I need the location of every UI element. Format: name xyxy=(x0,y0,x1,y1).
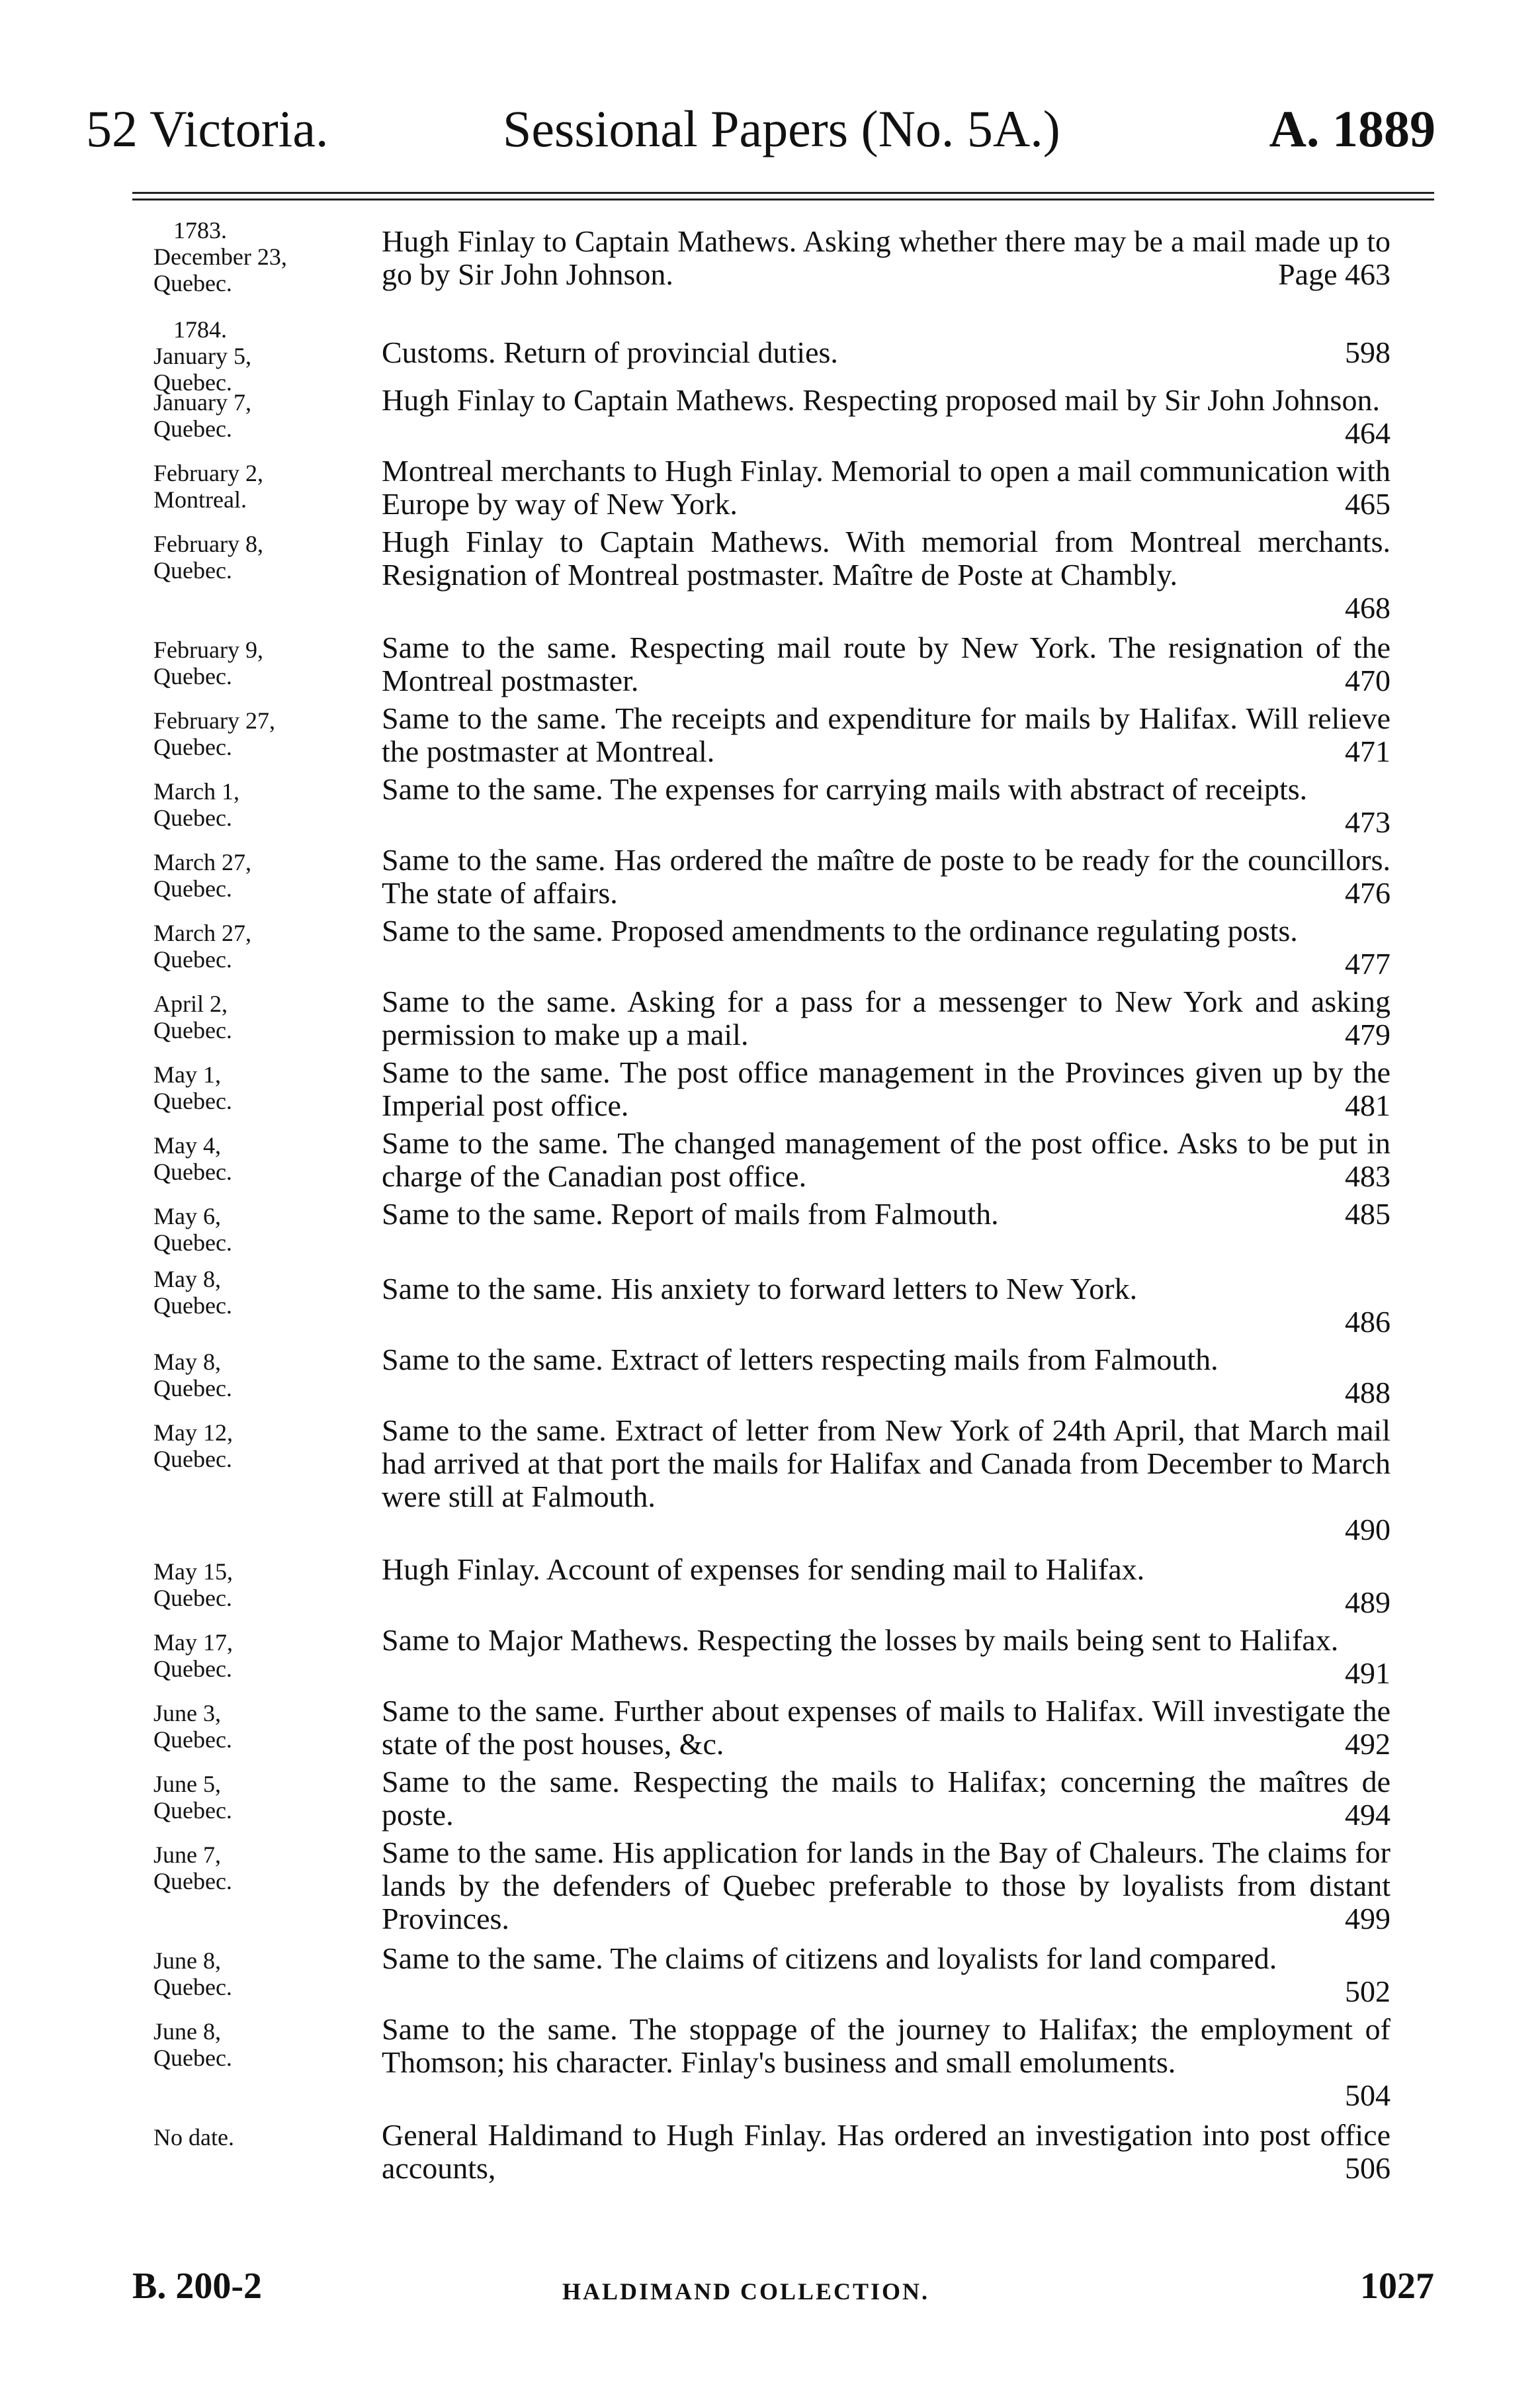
list-item xyxy=(0,773,1540,844)
entry-place: Quebec. xyxy=(153,557,232,584)
entry-text-block xyxy=(382,2119,1390,2185)
entry-place: Quebec. xyxy=(153,369,232,396)
entry-description: Same to the same. The expenses for carrying mails with abstract of receipts. xyxy=(382,772,1308,806)
entry-date-block xyxy=(0,1343,372,1401)
entry-place: Quebec. xyxy=(153,805,232,831)
entry-text-block xyxy=(382,384,1390,450)
entry-date: March 1, xyxy=(153,778,239,805)
entry-description: Same to the same. The changed management of the post office. Asks to be put in charge of the Canadian post office. xyxy=(382,1126,1390,1193)
entry-place: Quebec. xyxy=(153,1726,232,1753)
list-item xyxy=(0,384,1540,455)
entry-description: Hugh Finlay to Captain Mathews. With memorial from Montreal merchants. Resignation of Montreal postmaster. Maître de Poste at Chambly. xyxy=(382,525,1390,592)
header-rule-bottom xyxy=(132,199,1434,200)
entry-text-block xyxy=(382,1624,1390,1690)
entry-place: Quebec. xyxy=(153,1974,232,2000)
header-session: 52 Victoria. xyxy=(86,100,329,157)
entry-place: Quebec. xyxy=(153,1159,232,1185)
entry-date: June 8, xyxy=(153,1947,221,1974)
entry-text-block xyxy=(382,1198,1390,1231)
entry-page: 468 xyxy=(1345,591,1390,625)
entry-date: June 3, xyxy=(153,1700,221,1726)
entry-date-block xyxy=(0,525,372,584)
entry-text-block xyxy=(382,985,1390,1051)
entry-date-block xyxy=(0,1127,372,1185)
entry-date-block xyxy=(0,773,372,831)
list-item xyxy=(0,985,1540,1056)
entry-description: Same to the same. Extract of letters respecting mails from Falmouth. xyxy=(382,1343,1219,1376)
entry-text-block xyxy=(382,1261,1390,1339)
entry-date: May 15, xyxy=(153,1558,233,1585)
entry-text-block xyxy=(382,844,1390,910)
entry-date-block xyxy=(0,1624,372,1682)
entry-text-block xyxy=(382,2013,1390,2112)
entry-text-block xyxy=(382,455,1390,521)
entry-date-block xyxy=(0,384,372,442)
entry-place: Quebec. xyxy=(153,1375,232,1401)
entry-description: Same to the same. The receipts and expenditure for mails by Halifax. Will relieve the postmaster at Montreal. xyxy=(382,701,1390,768)
page-footer xyxy=(132,2263,1434,2309)
entry-date: May 4, xyxy=(153,1132,221,1159)
entry-text-block xyxy=(382,525,1390,625)
list-item xyxy=(0,1624,1540,1695)
entry-page: 465 xyxy=(1345,487,1390,521)
entry-place: Quebec. xyxy=(153,2045,232,2071)
entry-date-block xyxy=(0,914,372,973)
entry-date-block xyxy=(0,1942,372,2000)
entry-text-block xyxy=(382,702,1390,768)
entry-description: Same to the same. Has ordered the maître de poste to be ready for the councillors. The state of affairs. xyxy=(382,843,1390,910)
entry-description: Same to the same. Extract of letter from New York of 24th April, that March mail had arrived at that port the mails for Halifax and Canada from December to March were still at Falmouth. xyxy=(382,1413,1390,1513)
entry-date: December 23, xyxy=(153,244,287,270)
entry-place: Quebec. xyxy=(153,1292,232,1319)
entry-place: Quebec. xyxy=(153,1088,232,1114)
entry-text-block xyxy=(382,1056,1390,1122)
entry-place: Quebec. xyxy=(153,1229,232,1256)
entry-text-block xyxy=(382,1765,1390,1832)
entry-text-block xyxy=(382,1343,1390,1409)
entry-place: Quebec. xyxy=(153,1017,232,1043)
entry-date-block xyxy=(0,311,372,396)
list-item xyxy=(0,1553,1540,1624)
entry-text-block xyxy=(382,1414,1390,1546)
list-item xyxy=(0,914,1540,985)
entry-date: February 8, xyxy=(153,531,263,557)
header-rule-top xyxy=(132,192,1434,194)
entry-text-block xyxy=(382,631,1390,697)
entry-date: March 27, xyxy=(153,920,251,946)
entry-page: 504 xyxy=(1345,2078,1390,2112)
entry-description: Customs. Return of provincial duties. xyxy=(382,335,838,369)
entry-date-block xyxy=(0,1695,372,1753)
entry-date: May 17, xyxy=(153,1629,233,1656)
entry-date-block xyxy=(0,455,372,513)
entry-date: June 7, xyxy=(153,1841,221,1868)
entry-text-block xyxy=(382,1127,1390,1193)
entry-place: Quebec. xyxy=(153,663,232,689)
entry-description: Montreal merchants to Hugh Finlay. Memorial to open a mail communication with Europe by way of New York. xyxy=(382,454,1390,521)
list-item xyxy=(0,1343,1540,1414)
entry-page: Page 463 xyxy=(1278,257,1390,291)
entry-page: 490 xyxy=(1345,1513,1390,1546)
entry-date: January 7, xyxy=(153,389,251,416)
entry-place: Quebec. xyxy=(153,875,232,902)
entry-date-block xyxy=(0,1414,372,1472)
entry-description: Same to the same. Respecting mail route by New York. The resignation of the Montreal postmaster. xyxy=(382,631,1390,697)
entry-description: Same to the same. Asking for a pass for a messenger to New York and asking permission to make up a mail. xyxy=(382,985,1390,1051)
list-item xyxy=(0,1261,1540,1343)
entry-page: 471 xyxy=(1345,734,1390,768)
list-item xyxy=(0,1127,1540,1198)
entry-page: 492 xyxy=(1345,1727,1390,1761)
entry-description: Same to the same. His anxiety to forward letters to New York. xyxy=(382,1272,1138,1306)
entry-page: 470 xyxy=(1345,664,1390,697)
entry-page: 491 xyxy=(1345,1656,1390,1690)
entry-description: Hugh Finlay to Captain Mathews. Respecting proposed mail by Sir John Johnson. xyxy=(382,383,1380,417)
list-item xyxy=(0,1836,1540,1942)
entry-page: 481 xyxy=(1345,1088,1390,1122)
entry-description: Same to the same. The stoppage of the journey to Halifax; the employment of Thomson; his character. Finlay's business and small emoluments. xyxy=(382,2012,1390,2079)
entry-page: 488 xyxy=(1345,1376,1390,1409)
entry-page: 485 xyxy=(1345,1197,1390,1231)
entry-date-block xyxy=(0,1198,372,1256)
entry-place: Quebec. xyxy=(153,1585,232,1611)
footer-collection-title: HALDIMAND COLLECTION. xyxy=(562,2278,930,2305)
list-item xyxy=(0,1198,1540,1261)
entry-description: Same to the same. His application for lands in the Bay of Chaleurs. The claims for lands by the defenders of Quebec preferable to those by loyalists from distant Provinces. xyxy=(382,1836,1390,1935)
entry-date: June 5, xyxy=(153,1771,221,1797)
entry-place: Quebec. xyxy=(153,416,232,442)
header-year: A. 1889 xyxy=(1269,100,1435,157)
entry-page: 489 xyxy=(1345,1585,1390,1619)
entry-page: 502 xyxy=(1345,1974,1390,2008)
list-item xyxy=(0,311,1540,396)
entry-date: No date. xyxy=(153,2124,234,2150)
entry-page: 506 xyxy=(1345,2151,1390,2185)
entry-place: Quebec. xyxy=(153,734,232,760)
entry-text-block xyxy=(382,773,1390,839)
entry-date: April 2, xyxy=(153,991,228,1017)
entry-page: 499 xyxy=(1345,1902,1390,1935)
entry-place: Quebec. xyxy=(153,1797,232,1824)
list-item xyxy=(0,631,1540,702)
entry-date: February 2, xyxy=(153,460,263,486)
entry-date-block xyxy=(0,2119,372,2150)
list-item xyxy=(0,844,1540,914)
entry-page: 477 xyxy=(1345,947,1390,981)
calendar-entries xyxy=(0,212,1540,2190)
entry-date-block xyxy=(0,1056,372,1114)
entry-page: 483 xyxy=(1345,1159,1390,1193)
entry-text-block xyxy=(382,914,1390,981)
entry-text-block xyxy=(382,212,1390,291)
entry-date-block xyxy=(0,985,372,1043)
entry-text-block xyxy=(382,1553,1390,1619)
list-item xyxy=(0,1695,1540,1765)
entry-text-block xyxy=(382,1942,1390,2008)
entry-year: 1784. xyxy=(173,316,227,343)
page-header xyxy=(86,99,1435,159)
entry-date-block xyxy=(0,1836,372,1894)
entry-date-block xyxy=(0,1553,372,1611)
entry-date-block xyxy=(0,631,372,689)
entry-place: Quebec. xyxy=(153,270,232,296)
footer-page-number: 1027 xyxy=(1360,2266,1434,2307)
entry-date: May 8, xyxy=(153,1349,221,1375)
list-item xyxy=(0,702,1540,773)
entry-date: June 8, xyxy=(153,2018,221,2045)
entry-place: Quebec. xyxy=(153,1868,232,1894)
entry-place: Montreal. xyxy=(153,486,247,513)
entry-text-block xyxy=(382,1695,1390,1761)
entry-date: February 27, xyxy=(153,707,275,734)
list-item xyxy=(0,1414,1540,1553)
entry-page: 598 xyxy=(1345,335,1390,369)
entry-date: May 6, xyxy=(153,1203,221,1229)
entry-date-block xyxy=(0,2013,372,2071)
entry-page: 486 xyxy=(1345,1305,1390,1339)
entry-place: Quebec. xyxy=(153,1656,232,1682)
list-item xyxy=(0,1942,1540,2013)
entry-date-block xyxy=(0,702,372,760)
entry-page: 464 xyxy=(1345,416,1390,450)
entry-place: Quebec. xyxy=(153,946,232,973)
entry-page: 473 xyxy=(1345,805,1390,839)
entry-page: 494 xyxy=(1345,1798,1390,1832)
entry-text-block xyxy=(382,1836,1390,1935)
entry-page: 476 xyxy=(1345,876,1390,910)
list-item xyxy=(0,2013,1540,2119)
entry-date: February 9, xyxy=(153,637,263,663)
entry-date-block xyxy=(0,844,372,902)
entry-description: Same to the same. The post office management in the Provinces given up by the Imperial post office. xyxy=(382,1055,1390,1122)
list-item xyxy=(0,2119,1540,2190)
entry-date: January 5, xyxy=(153,343,251,369)
entry-date-block xyxy=(0,1261,372,1319)
entry-date: March 27, xyxy=(153,849,251,875)
list-item xyxy=(0,1765,1540,1836)
entry-description: Same to the same. Report of mails from Falmouth. xyxy=(382,1197,999,1231)
entry-description: Same to the same. Proposed amendments to the ordinance regulating posts. xyxy=(382,914,1298,948)
entry-description: Same to Major Mathews. Respecting the losses by mails being sent to Halifax. xyxy=(382,1623,1339,1657)
footer-signature-mark: B. 200-2 xyxy=(132,2266,262,2307)
entry-date-block xyxy=(0,1765,372,1824)
entry-date: May 12, xyxy=(153,1419,233,1446)
entry-description: General Haldimand to Hugh Finlay. Has ordered an investigation into post office accounts, xyxy=(382,2118,1390,2185)
entry-date: May 1, xyxy=(153,1061,221,1088)
entry-date-block xyxy=(0,212,372,296)
entry-date: May 8, xyxy=(153,1266,221,1292)
entry-place: Quebec. xyxy=(153,1446,232,1472)
list-item xyxy=(0,212,1540,311)
entry-page: 479 xyxy=(1345,1018,1390,1051)
list-item xyxy=(0,525,1540,631)
list-item xyxy=(0,455,1540,525)
entry-description: Hugh Finlay. Account of expenses for sending mail to Halifax. xyxy=(382,1552,1145,1586)
entry-description: Hugh Finlay to Captain Mathews. Asking whether there may be a mail made up to go by Sir John Johnson. xyxy=(382,224,1390,291)
entry-description: Same to the same. Further about expenses of mails to Halifax. Will investigate the state of the post houses, &c. xyxy=(382,1694,1390,1761)
entry-text-block xyxy=(382,311,1390,369)
header-title: Sessional Papers (No. 5A.) xyxy=(503,100,1060,157)
list-item xyxy=(0,1056,1540,1127)
entry-description: Same to the same. Respecting the mails to Halifax; concerning the maîtres de poste. xyxy=(382,1765,1390,1832)
entry-year: 1783. xyxy=(173,217,227,244)
entry-description: Same to the same. The claims of citizens and loyalists for land compared. xyxy=(382,1941,1277,1975)
